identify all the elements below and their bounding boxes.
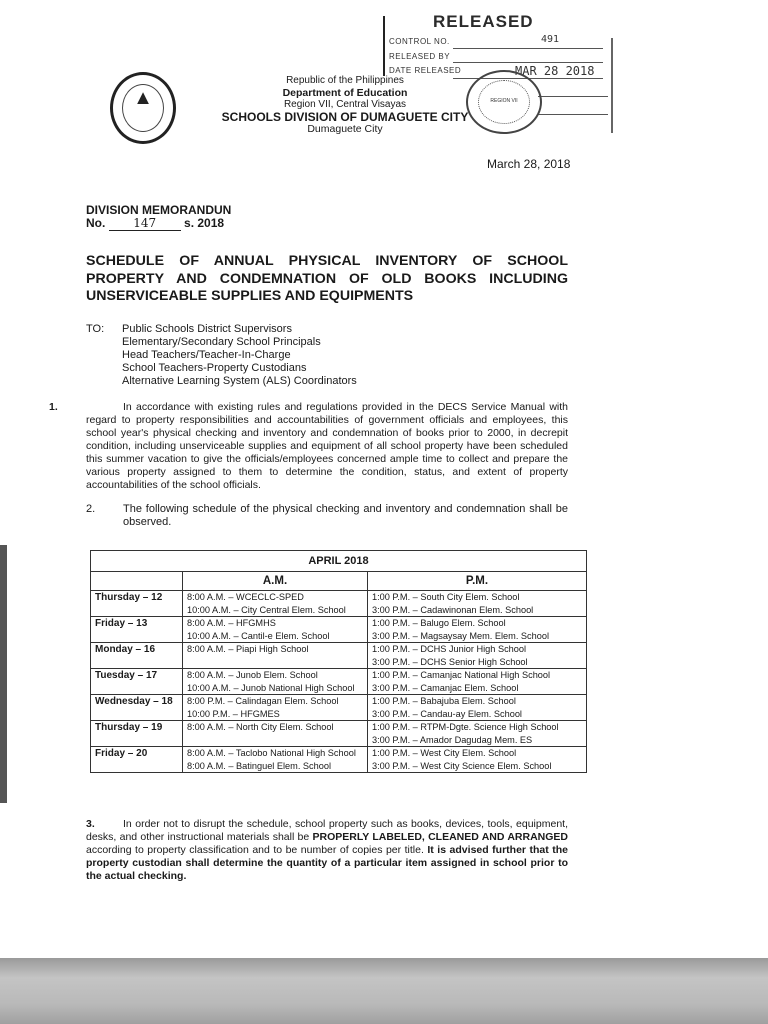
am-column-header: A.M.	[183, 572, 368, 591]
header-city: Dumaguete City	[307, 123, 383, 135]
scan-edge-shadow	[0, 545, 7, 803]
memo-series: s. 2018	[184, 216, 225, 230]
schedule-am-cell: 8:00 A.M. – HFGMHS 10:00 A.M. – Cantil-e Elem. School	[183, 617, 368, 643]
stamp-control-value: 491	[541, 34, 560, 45]
schedule-month: APRIL 2018	[91, 551, 587, 572]
memo-number-value: 147	[109, 216, 181, 231]
schedule-pm-cell: 1:00 P.M. – Balugo Elem. School 3:00 P.M. – Magsaysay Mem. Elem. School	[368, 617, 587, 643]
memo-number-label: No.	[86, 216, 106, 230]
table-row	[91, 643, 587, 669]
schedule-day: Tuesday – 17	[91, 669, 183, 695]
seal-region-text: REGION VII	[490, 98, 518, 104]
paragraph-1-number: 1.	[49, 401, 58, 413]
paragraph-3-text-c: according to property classification and to be number of copies per title.	[86, 844, 428, 856]
table-row	[91, 669, 587, 695]
division-seal-logo	[110, 72, 176, 144]
stamp-released-by-label: RELEASED BY	[389, 52, 451, 61]
memo-number	[86, 216, 224, 231]
torch-icon: ▲	[133, 87, 153, 109]
to-label: TO:	[86, 323, 105, 335]
schedule-am-cell: 8:00 A.M. – Taclobo National High School 8:00 A.M. – Batinguel Elem. School	[183, 747, 368, 773]
schedule-am-cell: 8:00 A.M. – Piapi High School	[183, 643, 368, 669]
paragraph-1-text: In accordance with existing rules and regulations provided in the DECS Service Manual with regard to property responsibilities and accountabilities of government officials and employees, this school year's physical checking and inventory and condemnation of books prior to 2000, in decrepit condition, including unserviceable supplies and equipment of all school property have been scheduled this summer vacation to give the officials/employees concerned ample time to collect and prepare the various property assigned to them to determine the condition, status, and extent of property accountabilities of the school officials.	[86, 401, 568, 491]
pm-column-header: P.M.	[368, 572, 587, 591]
scanner-bottom-shadow	[0, 958, 768, 1024]
paragraph-2-number: 2.	[86, 503, 96, 515]
schedule-table	[90, 550, 587, 773]
schedule-pm-cell: 1:00 P.M. – DCHS Junior High School 3:00 P.M. – DCHS Senior High School	[368, 643, 587, 669]
stamp-title: RELEASED	[433, 12, 534, 31]
header-region: Region VII, Central Visayas	[283, 99, 407, 110]
header-department: Department of Education	[282, 87, 408, 99]
recipient-item: Alternative Learning System (ALS) Coordinators	[122, 375, 357, 387]
paragraph-2-text: The following schedule of the physical checking and inventory and condemnation shall be observed.	[123, 503, 568, 528]
schedule-am-cell: 8:00 A.M. – North City Elem. School	[183, 721, 368, 747]
paragraph-3	[86, 818, 568, 883]
day-column-header	[91, 572, 183, 591]
schedule-pm-cell: 1:00 P.M. – RTPM-Dgte. Science High School 3:00 P.M. – Amador Dagudag Mem. ES	[368, 721, 587, 747]
paragraph-3-number: 3.	[86, 818, 95, 830]
schedule-pm-cell: 1:00 P.M. – Camanjac National High School 3:00 P.M. – Camanjac Elem. School	[368, 669, 587, 695]
stamp-date-label: DATE RELEASED	[389, 66, 462, 75]
schedule-day: Thursday – 19	[91, 721, 183, 747]
table-row	[91, 591, 587, 617]
stamp-control-label: CONTROL NO.	[389, 37, 450, 46]
schedule-pm-cell: 1:00 P.M. – Babajuba Elem. School 3:00 P.M. – Candau-ay Elem. School	[368, 695, 587, 721]
paragraph-1	[49, 401, 568, 492]
schedule-day: Monday – 16	[91, 643, 183, 669]
recipient-item: School Teachers-Property Custodians	[122, 362, 307, 374]
header-division: SCHOOLS DIVISION OF DUMAGUETE CITY	[221, 110, 469, 124]
memo-subject: SCHEDULE OF ANNUAL PHYSICAL INVENTORY OF SCHOOL PROPERTY AND CONDEMNATION OF OLD BOOKS INCLUDING UNSERVICEABLE SUPPLIES AND EQUIPMENTS	[86, 253, 568, 304]
header-republic: Republic of the Philippines	[286, 75, 404, 86]
schedule-day: Thursday – 12	[91, 591, 183, 617]
table-row	[91, 695, 587, 721]
schedule-pm-cell: 1:00 P.M. – South City Elem. School 3:00 P.M. – Cadawinonan Elem. School	[368, 591, 587, 617]
table-row	[91, 721, 587, 747]
stamp-date-value: MAR 28 2018	[515, 64, 595, 78]
paragraph-3-emphasis: PROPERLY LABELED, CLEANED AND ARRANGED	[312, 831, 568, 843]
memo-title: DIVISION MEMORANDUN	[86, 203, 232, 217]
schedule-pm-cell: 1:00 P.M. – West City Elem. School 3:00 P.M. – West City Science Elem. School	[368, 747, 587, 773]
recipient-item: Head Teachers/Teacher-In-Charge	[122, 349, 291, 361]
schedule-am-cell: 8:00 A.M. – WCECLC-SPED 10:00 A.M. – City Central Elem. School	[183, 591, 368, 617]
schedule-day: Friday – 13	[91, 617, 183, 643]
table-row	[91, 617, 587, 643]
schedule-day: Wednesday – 18	[91, 695, 183, 721]
schedule-am-cell: 8:00 P.M. – Calindagan Elem. School 10:00 P.M. – HFGMES	[183, 695, 368, 721]
recipient-item: Public Schools District Supervisors	[122, 323, 292, 335]
memo-date: March 28, 2018	[487, 157, 571, 171]
schedule-day: Friday – 20	[91, 747, 183, 773]
paragraph-3-text-a: In order not to disrupt the schedule, school property such as books, devices, tools, equipment, desks, and other instructional materials shall be	[86, 818, 568, 843]
table-row	[91, 747, 587, 773]
recipient-list	[122, 323, 357, 388]
schedule-am-cell: 8:00 A.M. – Junob Elem. School 10:00 A.M. – Junob National High School	[183, 669, 368, 695]
recipient-item: Elementary/Secondary School Principals	[122, 336, 321, 348]
paragraph-3-advisory: It is advised further that the property custodian shall determine the quantity of a particular item assigned in school prior to the actual checking.	[86, 844, 568, 882]
